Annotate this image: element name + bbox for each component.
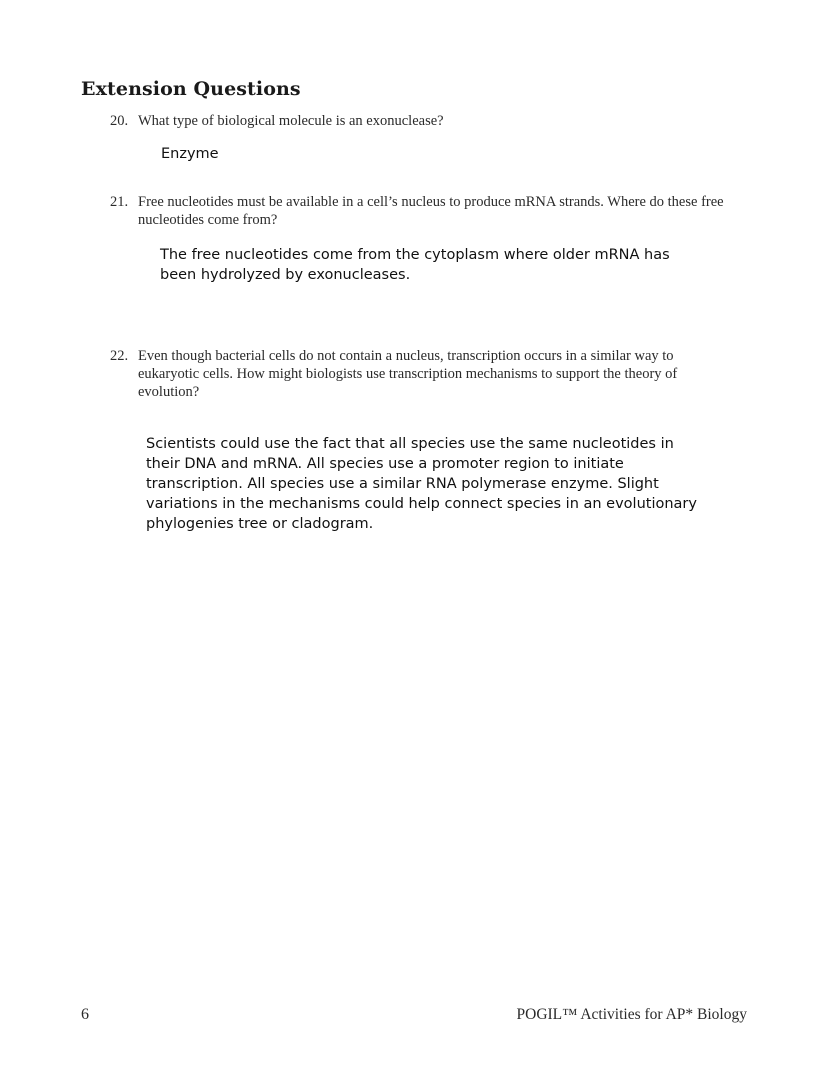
section-heading: Extension Questions bbox=[81, 78, 301, 100]
question-number: 20. bbox=[110, 113, 129, 129]
answer-21: The free nucleotides come from the cytoplasm where older mRNA has been hydrolyzed by exonucleases. bbox=[160, 247, 670, 283]
footer-title: POGIL™ Activities for AP* Biology bbox=[516, 1006, 747, 1023]
question-text: What type of biological molecule is an exonuclease? bbox=[138, 113, 444, 129]
question-text: Even though bacterial cells do not contain a nucleus, transcription occurs in a similar way to eukaryotic cells. How might biologists use transcription mechanisms to support the theory of evolution? bbox=[138, 348, 678, 400]
question-text: Free nucleotides must be available in a cell’s nucleus to produce mRNA strands. Where do these free nucleotides come from? bbox=[138, 194, 724, 228]
question-20 bbox=[110, 112, 750, 130]
question-number: 22. bbox=[110, 348, 129, 364]
question-22 bbox=[110, 347, 730, 401]
question-number: 21. bbox=[110, 194, 129, 210]
page-number: 6 bbox=[81, 1006, 89, 1023]
question-21 bbox=[110, 193, 750, 229]
answer-20: Enzyme bbox=[161, 146, 219, 162]
answer-22: Scientists could use the fact that all species use the same nucleotides in their DNA and mRNA. All species use a promoter region to initiate transcription. All species use a similar RNA polymerase enzyme. Slight variations in the mechanisms could help connect species in an evolutionary phylogenies tree or cladogram. bbox=[146, 436, 697, 532]
